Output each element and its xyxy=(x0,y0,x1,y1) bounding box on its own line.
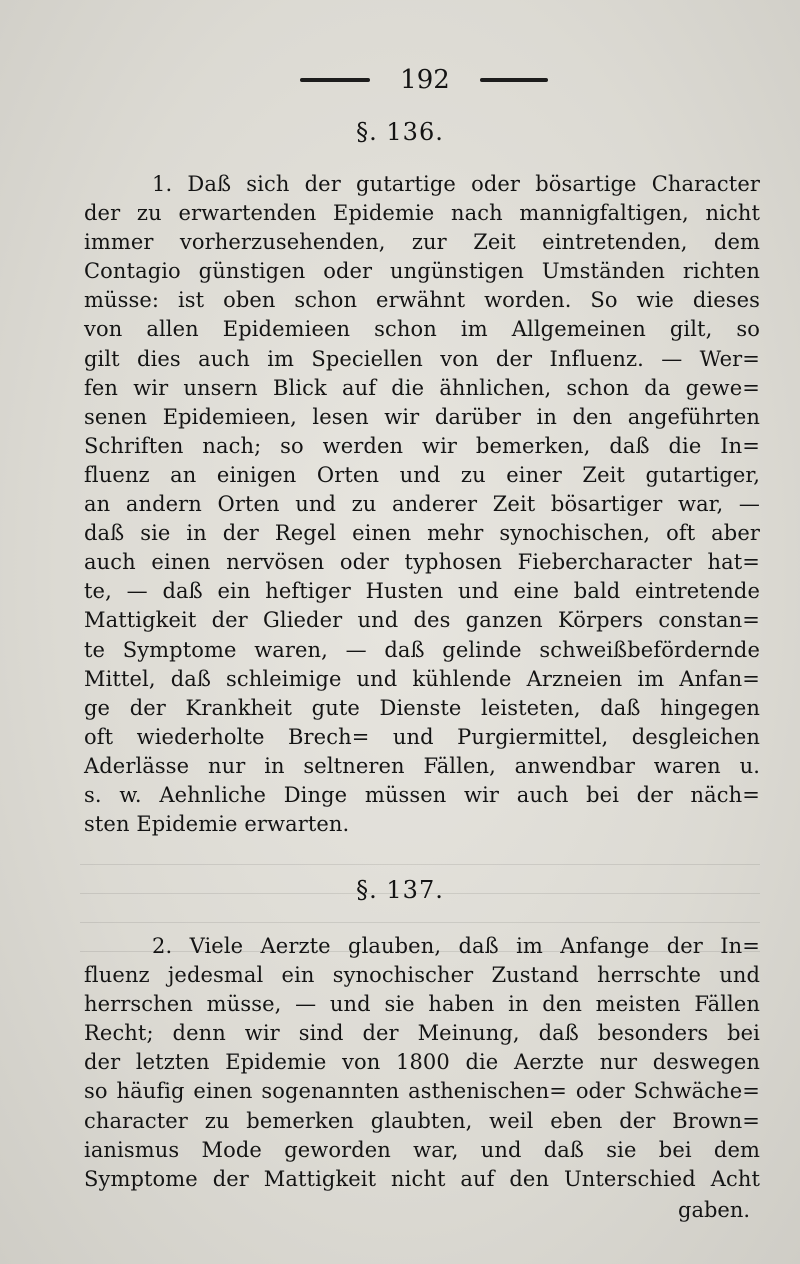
text-line: 1. Daß sich der gutartige oder bösartige Character xyxy=(152,172,760,196)
text-line: Mattigkeit der Glieder und des ganzen Körpers constan= xyxy=(84,608,760,633)
text-line: ge der Krankheit gute Dienste leisteten, daß hingegen xyxy=(84,695,760,720)
text-line: immer vorherzusehenden, zur Zeit eintretenden, dem xyxy=(84,230,760,255)
text-line: fluenz jedesmal ein synochischer Zustand herrschte und xyxy=(84,963,760,988)
section-heading-136: §. 136. xyxy=(356,118,444,146)
text-line: so häufig einen sogenannten asthenischen= oder Schwäche= xyxy=(84,1079,760,1104)
paragraph-137 xyxy=(84,932,760,1194)
catchword: gaben. xyxy=(678,1198,751,1222)
header-rule-right xyxy=(480,78,548,82)
page-number: 192 xyxy=(400,65,450,95)
text-line: von allen Epidemieen schon im Allgemeinen gilt, so xyxy=(84,317,760,342)
text-line: te Symptome waren, — daß gelinde schweißbefördernde xyxy=(84,637,760,662)
text-line: der letzten Epidemie von 1800 die Aerzte nur deswegen xyxy=(84,1050,760,1075)
text-line: s. w. Aehnliche Dinge müssen wir auch bei der näch= xyxy=(84,782,760,807)
text-line: Schriften nach; so werden wir bemerken, daß die In= xyxy=(84,433,760,458)
text-line: Symptome der Mattigkeit nicht auf den Unterschied Acht xyxy=(84,1166,760,1191)
text-line: character zu bemerken glaubten, weil eben der Brown= xyxy=(84,1108,760,1133)
text-line: der zu erwartenden Epidemie nach mannigfaltigen, nicht xyxy=(84,201,760,226)
text-line: Mittel, daß schleimige und kühlende Arzneien im Anfan= xyxy=(84,666,760,691)
text-line: an andern Orten und zu anderer Zeit bösartiger war, — xyxy=(84,492,760,517)
text-line: ianismus Mode geworden war, und daß sie bei dem xyxy=(84,1137,760,1162)
section-heading-137: §. 137. xyxy=(356,876,444,904)
text-line: te, — daß ein heftiger Husten und eine bald eintretende xyxy=(84,579,760,604)
header-rule-left xyxy=(300,78,370,82)
text-line: daß sie in der Regel einen mehr synochischen, oft aber xyxy=(84,521,760,546)
text-line: fen wir unsern Blick auf die ähnlichen, schon da gewe= xyxy=(84,375,760,400)
paragraph-136 xyxy=(84,170,760,839)
text-line: oft wiederholte Brech= und Purgiermittel, desgleichen xyxy=(84,724,760,749)
text-line: 2. Viele Aerzte glauben, daß im Anfange der In= xyxy=(152,934,760,958)
text-line: Recht; denn wir sind der Meinung, daß besonders bei xyxy=(84,1021,760,1046)
text-line: sten Epidemie erwarten. xyxy=(84,812,350,837)
text-line: fluenz an einigen Orten und zu einer Zeit gutartiger, xyxy=(84,462,760,487)
text-line: gilt dies auch im Speciellen von der Influenz. — Wer= xyxy=(84,346,760,371)
text-line: Contagio günstigen oder ungünstigen Umständen richten xyxy=(84,259,760,284)
text-line: herrschen müsse, — und sie haben in den meisten Fällen xyxy=(84,992,760,1017)
text-line: auch einen nervösen oder typhosen Fiebercharacter hat= xyxy=(84,550,760,575)
text-line: müsse: ist oben schon erwähnt worden. So wie dieses xyxy=(84,288,760,313)
page-header xyxy=(0,62,800,98)
text-line: senen Epidemieen, lesen wir darüber in den angeführten xyxy=(84,404,760,429)
text-line: Aderlässe nur in seltneren Fällen, anwendbar waren u. xyxy=(84,753,760,778)
